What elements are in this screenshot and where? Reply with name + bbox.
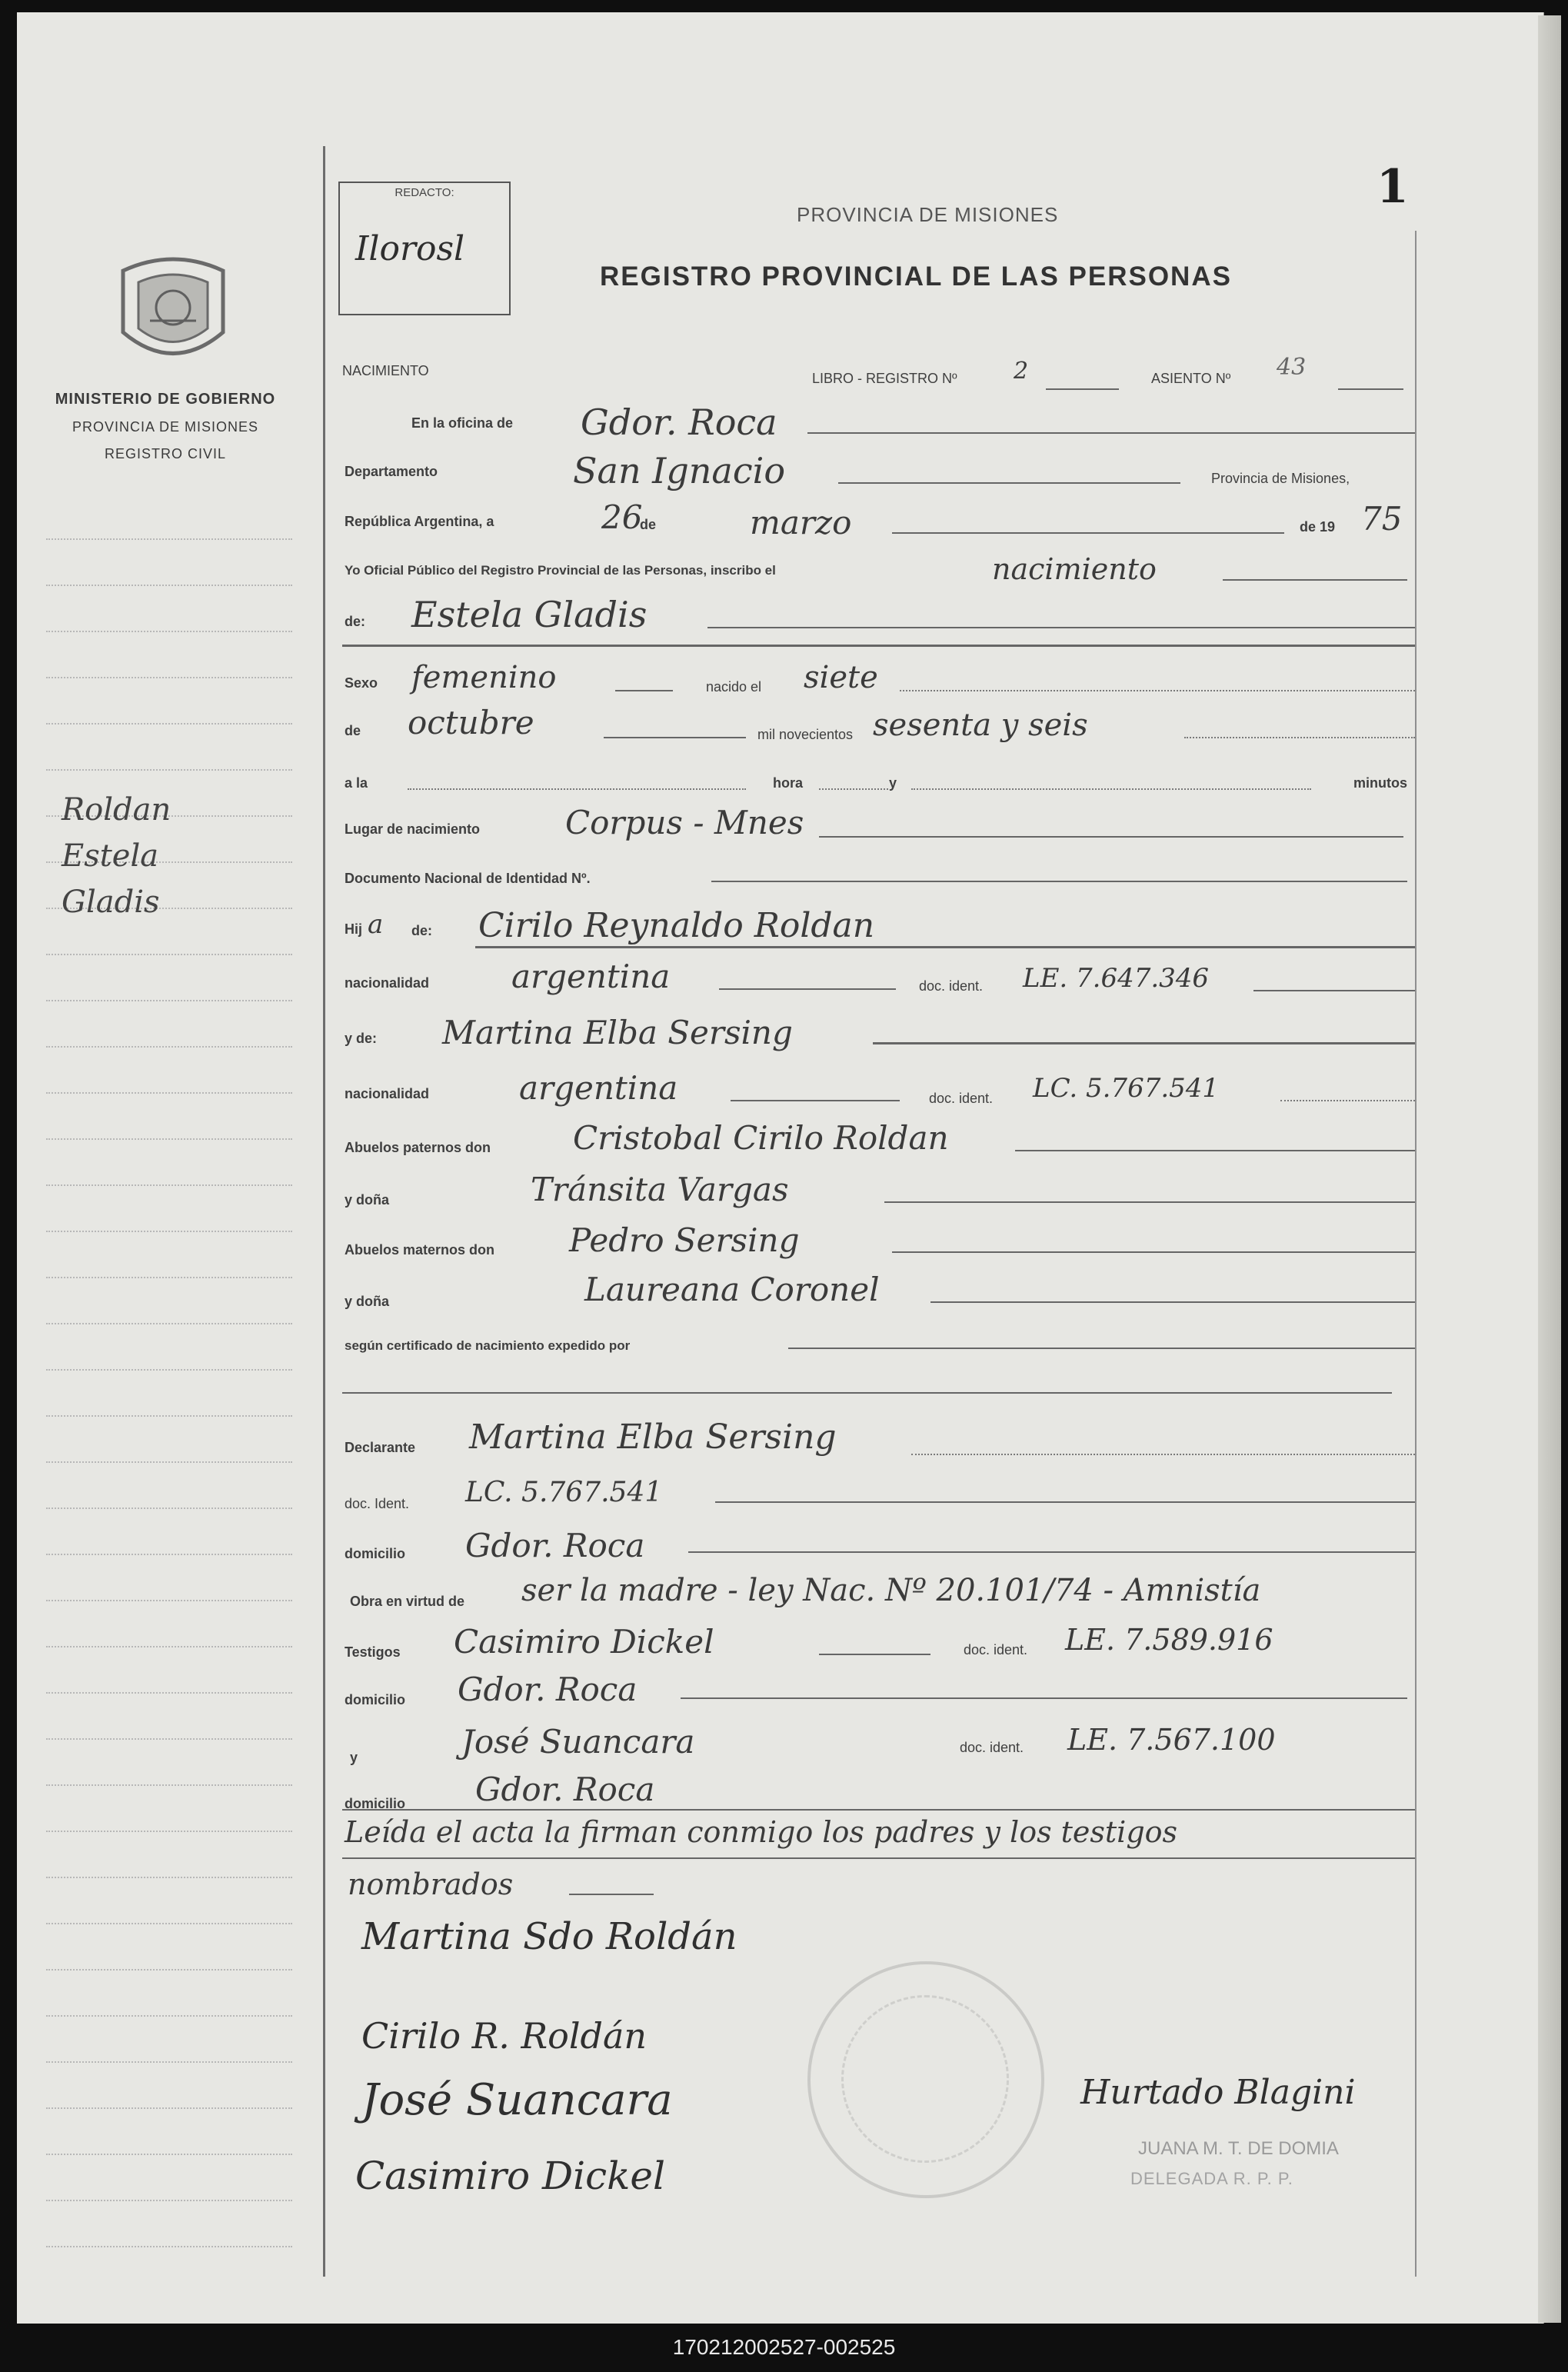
margin-note-surname: Roldan <box>62 792 171 828</box>
libro-line <box>1046 388 1119 390</box>
hora-line <box>819 788 888 790</box>
doc-madre-value: LC. 5.767.541 <box>1033 1073 1220 1104</box>
hija-label: Hij <box>345 921 363 937</box>
dom-t2-label: domicilio <box>345 1796 406 1811</box>
departamento-value: San Ignacio <box>573 450 786 491</box>
leida-line1: Leída el acta la firman conmigo los padres y los testigos <box>345 1815 1178 1849</box>
ydona-mat-label: y doña <box>345 1294 390 1309</box>
document-page <box>17 12 1544 2324</box>
ministry-header <box>38 391 292 462</box>
anio-label: de 19 <box>1300 519 1336 535</box>
nombre-value: Estela Gladis <box>411 594 648 635</box>
nacido-label: nacido el <box>706 679 762 695</box>
dia-value: 26 <box>601 498 643 536</box>
ministry-line3: REGISTRO CIVIL <box>104 446 227 461</box>
segun-line2 <box>342 1392 1392 1394</box>
provincia-suffix: Provincia de Misiones, <box>1211 471 1350 486</box>
asiento-label: ASIENTO Nº <box>1151 371 1231 386</box>
minutos-line <box>911 788 1311 790</box>
madre-line <box>873 1042 1415 1044</box>
doc-madre-line <box>1280 1100 1415 1101</box>
registry-title: REGISTRO PROVINCIAL DE LAS PERSONAS <box>600 262 1232 292</box>
page-edge <box>1538 15 1561 2323</box>
minutos-label: minutos <box>1353 775 1407 791</box>
leida-line2: nombrados <box>348 1867 514 1901</box>
documento-line <box>711 881 1407 882</box>
de-label: de <box>640 517 657 532</box>
testigo2-value: José Suancara <box>461 1723 695 1761</box>
yde-label: y de: <box>345 1031 378 1046</box>
y2-label: y <box>350 1750 358 1765</box>
doc-padre-label: doc. ident. <box>919 978 984 994</box>
abuela-pat-value: Tránsita Vargas <box>531 1171 789 1208</box>
asiento-value: 43 <box>1277 354 1307 381</box>
testigo2-doc-label: doc. ident. <box>960 1740 1024 1755</box>
hija-suffix: a <box>368 909 384 940</box>
dom-t1-label: domicilio <box>345 1692 406 1707</box>
abuela-mat-value: Laureana Coronel <box>584 1271 880 1308</box>
abuela-mat-line <box>930 1301 1415 1303</box>
redacto-label: REDACTO: <box>394 186 454 199</box>
right-rule <box>1415 231 1417 2277</box>
sexo-label: Sexo <box>345 675 378 691</box>
coat-of-arms-seal-icon <box>108 248 238 375</box>
dom-decl-line <box>688 1551 1415 1553</box>
dom-t2-line <box>342 1809 1415 1811</box>
nacido-line <box>900 690 1415 691</box>
y-label: y <box>889 775 897 791</box>
dom-t1-line <box>681 1697 1407 1699</box>
lugar-value: Corpus - Mnes <box>565 804 804 841</box>
madre-value: Martina Elba Sersing <box>442 1014 793 1051</box>
abuelo-mat-value: Pedro Sersing <box>569 1221 800 1259</box>
nac-padre-line <box>719 988 896 990</box>
testigos-label: Testigos <box>345 1644 401 1660</box>
dom-t1-value: Gdor. Roca <box>458 1671 638 1708</box>
leida-rule1 <box>342 1857 1415 1859</box>
declarante-value: Martina Elba Sersing <box>469 1418 837 1457</box>
sexo-value: femenino <box>411 660 557 695</box>
dom-decl-label: domicilio <box>345 1546 406 1561</box>
asiento-line <box>1338 388 1403 390</box>
ala-label: a la <box>345 775 368 791</box>
lugar-line <box>819 836 1403 838</box>
departamento-label: Departamento <box>345 464 438 479</box>
signature-testigo2: José Suancara <box>361 2075 673 2125</box>
documento-label: Documento Nacional de Identidad Nº. <box>345 871 591 886</box>
margin-note-name1: Estela <box>62 838 159 874</box>
doc-padre-line <box>1253 990 1415 991</box>
nacido-value: siete <box>804 660 878 695</box>
departamento-line <box>838 482 1180 484</box>
anio-nac-line <box>1184 737 1415 738</box>
yo-oficial-text: Yo Oficial Público del Registro Provincial de las Personas, inscribo el <box>345 563 776 578</box>
nac-padre-label: nacionalidad <box>345 975 430 991</box>
nac-padre-value: argentina <box>511 958 671 995</box>
abuelos-pat-label: Abuelos paternos don <box>345 1140 491 1155</box>
de2-label: de: <box>345 614 365 629</box>
doc-decl-label: doc. Ident. <box>345 1496 410 1511</box>
mes-nac-value: octubre <box>408 704 534 741</box>
nacimiento-label: NACIMIENTO <box>342 363 429 378</box>
anio-value: 75 <box>1361 500 1403 538</box>
margin-rule <box>323 146 325 2277</box>
margin-note-name2: Gladis <box>62 885 160 920</box>
padre-line <box>475 946 1415 948</box>
republica-label: República Argentina, a <box>345 514 494 529</box>
ydona-pat-label: y doña <box>345 1192 390 1208</box>
de3-label: de <box>345 723 361 738</box>
segun-line <box>788 1348 1415 1349</box>
de4-label: de: <box>411 923 432 938</box>
redacto-signature: Ilorosl <box>355 229 465 268</box>
document-id: 170212002527-002525 <box>672 2335 896 2359</box>
declarante-line <box>911 1454 1415 1455</box>
testigo1-line <box>819 1654 930 1655</box>
mes-nac-line <box>604 737 746 738</box>
official-stamp <box>807 1961 1044 2198</box>
signature-testigo1: Casimiro Dickel <box>355 2154 665 2198</box>
anio-nac-value: sesenta y seis <box>873 708 1088 743</box>
acto-line <box>1223 579 1407 581</box>
official-title: DELEGADA R. P. P. <box>1130 2169 1293 2188</box>
abuela-pat-line <box>884 1201 1415 1203</box>
nombre-rule <box>342 645 1415 647</box>
mes-value: marzo <box>750 504 852 541</box>
signature-oficial: Hurtado Blagini <box>1080 2073 1356 2112</box>
acto-value: nacimiento <box>992 552 1157 586</box>
doc-madre-label: doc. ident. <box>929 1091 994 1106</box>
ministry-line2: PROVINCIA DE MISIONES <box>72 419 259 435</box>
redacto-box <box>338 182 511 315</box>
dom-t2-value: Gdor. Roca <box>475 1771 655 1808</box>
hora-label: hora <box>773 775 804 791</box>
dom-decl-value: Gdor. Roca <box>465 1527 645 1564</box>
testigo1-doc: LE. 7.589.916 <box>1065 1623 1273 1657</box>
obra-value: ser la madre - ley Nac. Nº 20.101/74 - Amnistía <box>521 1573 1261 1608</box>
mes-line <box>892 532 1284 534</box>
province-title: PROVINCIA DE MISIONES <box>797 203 1059 226</box>
nac-madre-value: argentina <box>519 1069 678 1107</box>
declarante-label: Declarante <box>345 1440 416 1455</box>
signature-madre: Martina Sdo Roldán <box>361 1915 737 1958</box>
ala-line <box>408 788 746 790</box>
testigo1-value: Casimiro Dickel <box>454 1623 714 1661</box>
libro-label: LIBRO - REGISTRO Nº <box>812 371 957 386</box>
oficina-line <box>807 432 1415 434</box>
oficina-label: En la oficina de <box>411 415 514 431</box>
doc-padre-value: LE. 7.647.346 <box>1023 963 1210 994</box>
nac-madre-label: nacionalidad <box>345 1086 430 1101</box>
abuelo-pat-line <box>1015 1150 1415 1151</box>
doc-decl-line <box>715 1501 1415 1503</box>
abuelo-pat-value: Cristobal Cirilo Roldan <box>573 1119 949 1157</box>
testigo1-doc-label: doc. ident. <box>964 1642 1028 1657</box>
mil-label: mil novecientos <box>757 727 854 742</box>
official-name: JUANA M. T. DE DOMIA <box>1138 2138 1339 2159</box>
signature-padre: Cirilo R. Roldán <box>361 2015 648 2057</box>
leida-rule2 <box>569 1894 654 1895</box>
testigo2-doc: LE. 7.567.100 <box>1067 1723 1276 1757</box>
nombre-line <box>707 627 1415 628</box>
abuelos-mat-label: Abuelos maternos don <box>345 1242 495 1258</box>
padre-value: Cirilo Reynaldo Roldan <box>478 906 875 945</box>
lugar-label: Lugar de nacimiento <box>345 821 481 837</box>
page-number: 1 <box>1377 160 1409 214</box>
oficina-value: Gdor. Roca <box>581 401 777 443</box>
doc-decl-value: LC. 5.767.541 <box>465 1477 663 1508</box>
abuelo-mat-line <box>892 1251 1415 1253</box>
nac-madre-line <box>731 1100 900 1101</box>
obra-label: Obra en virtud de <box>350 1594 465 1609</box>
sexo-line <box>615 690 673 691</box>
libro-value: 2 <box>1014 358 1029 385</box>
segun-label: según certificado de nacimiento expedido por <box>345 1338 631 1353</box>
ministry-line1: MINISTERIO DE GOBIERNO <box>55 391 276 408</box>
